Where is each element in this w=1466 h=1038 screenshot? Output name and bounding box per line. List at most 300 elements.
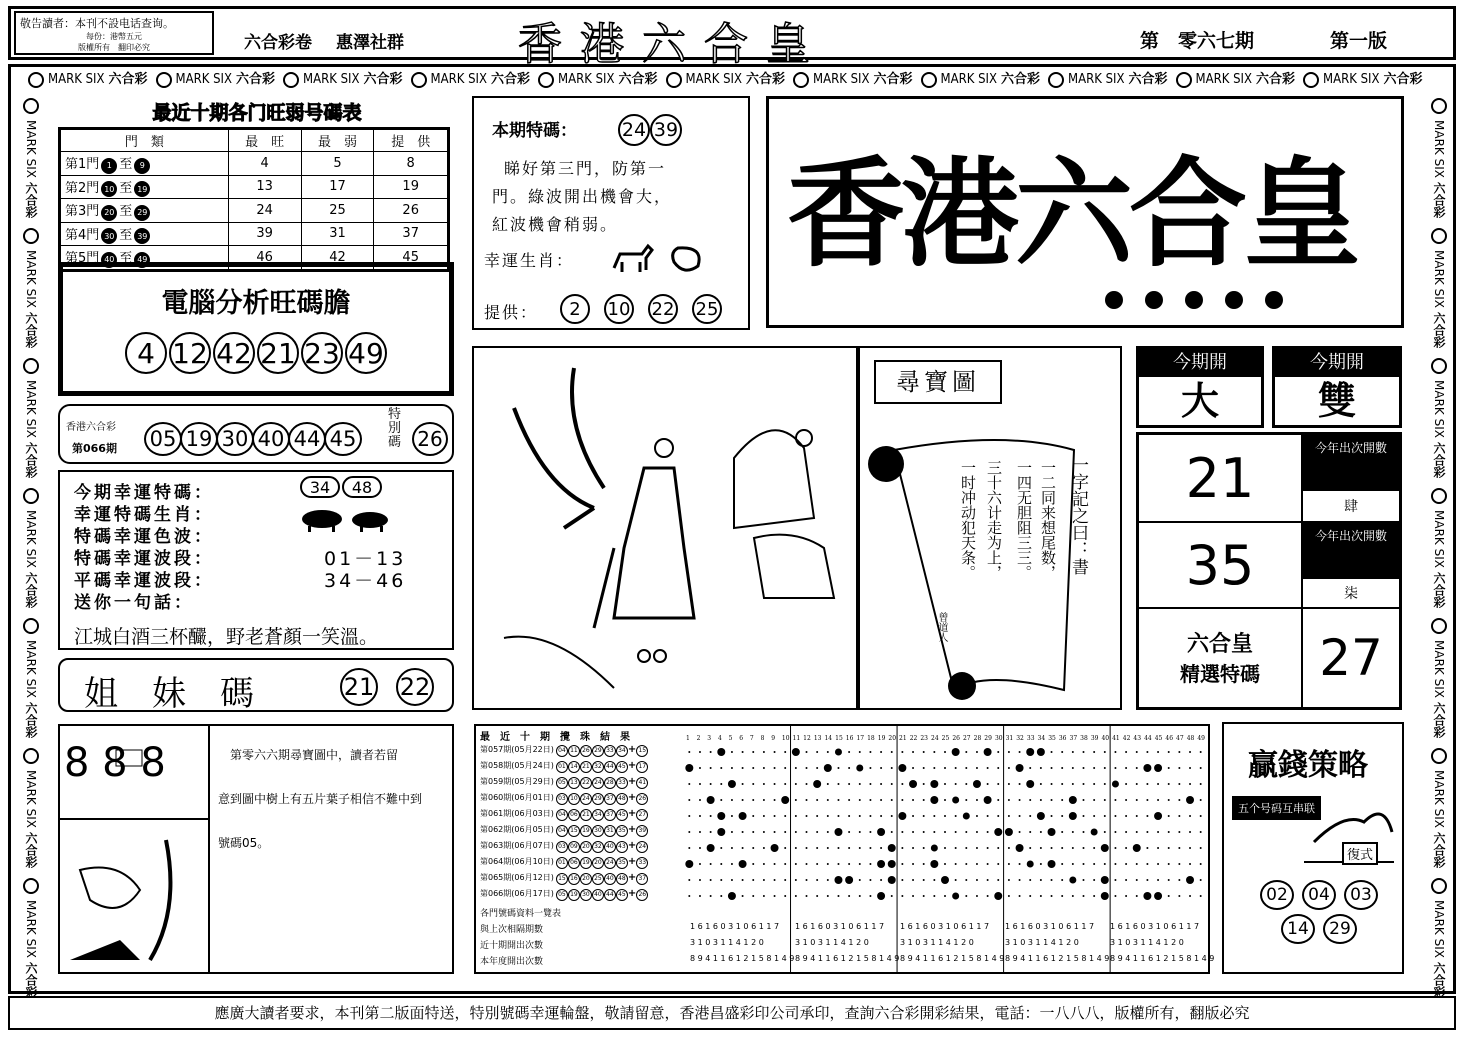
grid-dot <box>1082 815 1084 817</box>
grid-hit-dot <box>685 764 693 772</box>
flower-icon <box>23 618 39 634</box>
flower-icon <box>23 878 39 894</box>
grid-dot <box>720 863 722 865</box>
grid-header-number: 26 <box>952 735 960 742</box>
grid-dot <box>710 767 712 769</box>
strip-logo: 六合彩 <box>24 701 38 738</box>
grid-dot <box>965 879 967 881</box>
hotcold-row <box>60 175 449 199</box>
grid-dot <box>837 847 839 849</box>
grid-dot <box>997 879 999 881</box>
grid-dot <box>1008 815 1010 817</box>
grid-dot <box>1178 783 1180 785</box>
summary-values: 3 1 0 3 1 1 4 1 2 0 <box>690 938 764 947</box>
grid-hit-dot <box>994 828 1002 836</box>
grid-dot <box>1104 751 1106 753</box>
grid-hit-dot <box>877 860 885 868</box>
grid-dot <box>1136 863 1138 865</box>
grid-dot <box>1200 879 1202 881</box>
grid-dot <box>965 783 967 785</box>
grid-hit-dot <box>728 780 736 788</box>
grid-dot <box>720 799 722 801</box>
summary-label: 與上次相隔期數 <box>480 925 544 935</box>
grid-dot <box>1200 895 1202 897</box>
grid-dot <box>987 767 989 769</box>
grid-dot <box>1189 767 1191 769</box>
grid-dot <box>848 863 850 865</box>
grid-dot <box>806 831 808 833</box>
result-number: 05 <box>556 889 568 901</box>
grid-hit-dot <box>1101 876 1109 884</box>
grid-dot <box>795 799 797 801</box>
grid-header-number: 27 <box>962 735 971 742</box>
grid-hit-dot <box>1069 796 1077 804</box>
grid-dot <box>1019 815 1021 817</box>
grid-dot <box>933 815 935 817</box>
grid-dot <box>1125 751 1127 753</box>
range-to-label: 至 <box>119 204 133 219</box>
grid-dot <box>1200 751 1202 753</box>
grid-dot <box>912 751 914 753</box>
grid-hit-dot <box>898 812 906 820</box>
grid-dot <box>784 879 786 881</box>
grid-dot <box>1168 815 1170 817</box>
grid-dot <box>891 783 893 785</box>
grid-dot <box>912 767 914 769</box>
result-number: 45 <box>616 889 628 901</box>
grid-dot <box>848 783 850 785</box>
grid-header-number: 40 <box>1101 735 1110 742</box>
result-number: 04 <box>556 745 568 757</box>
give-label: 提供： <box>484 303 539 322</box>
hotcold-range-cell <box>60 152 229 176</box>
plus-icon: + <box>627 824 637 835</box>
grid-dot <box>763 815 765 817</box>
strip-text: MARK SIX <box>24 379 38 438</box>
grid-dot <box>944 767 946 769</box>
result-special: 41 <box>636 777 648 789</box>
grid-dot <box>933 751 935 753</box>
summary-values: 3 1 0 3 1 1 4 1 2 0 <box>1005 938 1079 947</box>
counts-box <box>1136 432 1402 710</box>
grid-dot <box>752 783 754 785</box>
grid-dot <box>816 863 818 865</box>
grid-dot <box>774 895 776 897</box>
grid-dot <box>763 863 765 865</box>
lucky-row <box>74 478 444 503</box>
grid-hit-dot <box>1016 764 1024 772</box>
riddle-thumb <box>58 724 210 820</box>
col-header: 最 旺 <box>228 129 301 152</box>
grid-header-number: 18 <box>867 735 875 742</box>
grid-dot <box>869 895 871 897</box>
range-to-label: 至 <box>119 157 133 172</box>
give-number: 22 <box>648 294 678 324</box>
result-number: 33 <box>616 777 628 789</box>
grid-dot <box>827 847 829 849</box>
grid-dot <box>1157 879 1159 881</box>
summary-values: 1 6 1 6 0 3 1 0 6 1 1 7 <box>900 922 990 931</box>
hotcold-max: 13 <box>228 175 301 199</box>
strip-text: MARK SIX <box>430 72 487 87</box>
grid-dot <box>816 847 818 849</box>
grid-header-number: 30 <box>994 735 1003 742</box>
this-period-line1: 睇好第三門，防第一 <box>504 159 667 178</box>
grid-header-number: 24 <box>931 735 939 742</box>
grid-dot <box>912 815 914 817</box>
grid-header-number: 3 <box>707 735 712 742</box>
grid-dot <box>720 847 722 849</box>
strip-text: MARK SIX <box>1432 509 1446 568</box>
grid-hit-dot <box>1133 844 1141 852</box>
result-period: 第061期 <box>480 809 512 818</box>
grid-header-number: 46 <box>1165 735 1174 742</box>
grid-dot <box>965 847 967 849</box>
grid-dot <box>912 831 914 833</box>
grid-dot <box>944 799 946 801</box>
grid-dot <box>1200 799 1202 801</box>
summary-values: 8 9 4 1 1 6 1 2 1 5 8 1 4 9 <box>1005 954 1110 963</box>
grid-header-number: 28 <box>973 735 982 742</box>
grid-hit-dot <box>824 764 832 772</box>
grid-hit-dot <box>941 876 949 884</box>
result-number: 45 <box>616 809 628 821</box>
puzzle-image <box>60 726 208 818</box>
grid-hit-dot <box>930 796 938 804</box>
hotcold-header-row <box>60 129 449 152</box>
last-draw-numbers <box>144 422 360 456</box>
grid-dot <box>869 767 871 769</box>
grid-dot <box>1168 879 1170 881</box>
hotcold-give: 37 <box>374 222 449 246</box>
grid-dot <box>1082 831 1084 833</box>
grid-header-number: 43 <box>1133 735 1142 742</box>
summary-values: 1 6 1 6 0 3 1 0 6 1 1 7 <box>1005 922 1095 931</box>
grid-dot <box>1061 783 1063 785</box>
plus-icon: + <box>627 808 637 819</box>
grid-hit-dot <box>1154 892 1162 900</box>
grid-dot <box>827 895 829 897</box>
grid-dot <box>720 879 722 881</box>
results-dot-grid <box>684 726 1206 972</box>
grid-dot <box>987 815 989 817</box>
grid-dot <box>944 895 946 897</box>
grid-dot <box>731 831 733 833</box>
hotcold-give: 19 <box>374 175 449 199</box>
grid-dot <box>1093 895 1095 897</box>
grid-dot <box>1104 767 1106 769</box>
grid-dot <box>848 767 850 769</box>
grid-dot <box>848 847 850 849</box>
grid-hit-dot <box>834 876 842 884</box>
grid-dot <box>1008 879 1010 881</box>
grid-dot <box>923 831 925 833</box>
hotcold-min: 5 <box>301 152 374 176</box>
grid-dot <box>976 831 978 833</box>
grid-dot <box>923 863 925 865</box>
grid-special-star <box>856 765 863 772</box>
grid-dot <box>923 879 925 881</box>
grid-dot <box>742 799 744 801</box>
range-from: 20 <box>101 205 117 221</box>
hotcold-range-cell <box>60 199 229 223</box>
grid-dot <box>742 783 744 785</box>
grid-dot <box>1061 799 1063 801</box>
strip-text: MARK SIX <box>24 899 38 958</box>
grid-dot <box>955 831 957 833</box>
strip-logo: 六合彩 <box>24 441 38 478</box>
computer-title: 電腦分析旺碼膽 <box>161 288 351 319</box>
flower-icon <box>1431 228 1447 244</box>
result-number: 21 <box>580 809 592 821</box>
flower-icon <box>1176 72 1192 88</box>
grid-header-number: 6 <box>739 735 744 742</box>
grid-header-number: 38 <box>1080 735 1088 742</box>
last-draw-box <box>58 404 454 464</box>
grid-dot <box>891 767 893 769</box>
hotcold-table <box>58 127 450 272</box>
door-label: 第3門 <box>65 204 100 219</box>
result-date: (06月17日) <box>511 889 554 898</box>
grid-dot <box>1051 783 1053 785</box>
grid-dot <box>720 767 722 769</box>
grid-dot <box>1178 751 1180 753</box>
grid-dot <box>1146 799 1148 801</box>
result-number: 45 <box>616 761 628 773</box>
door-label: 第4門 <box>65 227 100 243</box>
hotcold-min: 25 <box>301 199 374 223</box>
grid-dot <box>1104 863 1106 865</box>
result-number: 29 <box>592 793 604 805</box>
strip-text: MARK SIX <box>685 72 742 87</box>
grid-hit-dot <box>1143 764 1151 772</box>
grid-dot <box>774 831 776 833</box>
grid-dot <box>859 783 861 785</box>
hotcold-max: 4 <box>228 152 301 176</box>
result-special: 37 <box>636 873 648 885</box>
grid-dot <box>806 879 808 881</box>
grid-dot <box>901 879 903 881</box>
grid-dot <box>806 799 808 801</box>
grid-hit-dot <box>1026 748 1034 756</box>
grid-dot <box>901 751 903 753</box>
strip-text: MARK SIX <box>940 72 997 87</box>
sister-number: 22 <box>396 668 434 706</box>
notice-line1: 敬告讀者：本刊不設电话查询。 <box>20 17 174 30</box>
hotcold-min: 42 <box>301 246 374 271</box>
grid-dot <box>774 799 776 801</box>
treasure-map-box <box>858 346 1122 710</box>
grid-header-number: 47 <box>1176 735 1184 742</box>
flower-icon <box>23 748 39 764</box>
grid-dot <box>688 879 690 881</box>
grid-dot <box>1136 751 1138 753</box>
result-date: (06月07日) <box>511 841 554 850</box>
grid-dot <box>923 783 925 785</box>
grid-dot <box>1019 879 1021 881</box>
grid-dot <box>869 863 871 865</box>
range-to: 29 <box>134 205 150 221</box>
hotcold-section <box>58 98 456 266</box>
computer-number: 12 <box>169 332 211 374</box>
boar-icon <box>298 506 390 536</box>
grid-dot <box>1189 815 1191 817</box>
grid-dot <box>1061 879 1063 881</box>
grid-dot <box>923 751 925 753</box>
grid-dot <box>880 767 882 769</box>
grid-dot <box>1072 767 1074 769</box>
hotcold-max: 46 <box>228 246 301 271</box>
grid-dot <box>891 895 893 897</box>
result-special: 39 <box>636 825 648 837</box>
grid-dot <box>1029 895 1031 897</box>
grid-dot <box>997 847 999 849</box>
result-number: 06 <box>568 857 580 869</box>
grid-hit-dot <box>930 780 938 788</box>
right-brand-strip <box>1424 92 1448 998</box>
result-special: 26 <box>636 793 648 805</box>
lucky-label: 送你一句話： <box>74 593 194 613</box>
grid-hit-dot <box>1154 764 1162 772</box>
result-number: 31 <box>604 825 616 837</box>
flower-icon <box>1431 98 1447 114</box>
result-number: 24 <box>604 857 616 869</box>
result-period: 第060期 <box>480 793 512 802</box>
grid-dot <box>731 799 733 801</box>
computer-number: 23 <box>301 332 343 374</box>
grid-hit-dot <box>739 812 747 820</box>
grid-special-star <box>952 893 959 900</box>
grid-hit-dot <box>984 796 992 804</box>
strip-text: MARK SIX <box>1432 769 1446 828</box>
grid-dot <box>710 863 712 865</box>
grid-dot <box>1114 831 1116 833</box>
strip-logo: 六合彩 <box>1432 181 1446 218</box>
grid-dot <box>976 895 978 897</box>
strip-text: MARK SIX <box>1432 120 1446 178</box>
summary-values: 3 1 0 3 1 1 4 1 2 0 <box>795 938 869 947</box>
grid-dot <box>1114 799 1116 801</box>
grid-dot <box>1146 847 1148 849</box>
strategy-number: 03 <box>1344 880 1378 910</box>
notice-line3: 版權所有 翻印必究 <box>78 43 150 52</box>
grid-hit-dot <box>1186 796 1194 804</box>
strip-logo: 六合彩 <box>1432 571 1446 608</box>
grid-dot <box>1008 863 1010 865</box>
grid-dot <box>1072 831 1074 833</box>
result-number: 20 <box>592 857 604 869</box>
count-tag: 今年出次開數 <box>1303 523 1399 579</box>
flower-icon <box>793 72 809 88</box>
grid-dot <box>987 831 989 833</box>
result-special: 24 <box>636 841 648 853</box>
plus-icon: + <box>627 776 637 787</box>
grid-dot <box>1114 879 1116 881</box>
range-to-label: 至 <box>119 180 133 196</box>
grid-dot <box>1093 783 1095 785</box>
result-number: 03 <box>556 793 568 805</box>
grid-dot <box>699 831 701 833</box>
grid-dot <box>848 799 850 801</box>
grid-dot <box>795 895 797 897</box>
result-number: 25 <box>592 873 604 885</box>
grid-dot <box>699 767 701 769</box>
grid-dot <box>965 863 967 865</box>
grid-hit-dot <box>717 828 725 836</box>
result-number: 29 <box>592 745 604 757</box>
result-number: 04 <box>556 809 568 821</box>
grid-dot <box>891 751 893 753</box>
flower-icon <box>1431 358 1447 374</box>
grid-dot <box>1040 879 1042 881</box>
last-draw-number: 40 <box>252 422 290 456</box>
strip-logo: 六合彩 <box>1383 72 1423 87</box>
result-number: 19 <box>580 857 592 869</box>
grid-dot <box>997 815 999 817</box>
grid-dot <box>1189 783 1191 785</box>
grid-hit-dot <box>888 860 896 868</box>
grid-dot <box>784 847 786 849</box>
result-number: 13 <box>568 777 580 789</box>
strategy-subtitle: 五个号码互串联 <box>1232 796 1321 820</box>
computer-analysis-box <box>58 262 454 396</box>
svg-text:8 8 8: 8 8 8 <box>64 740 166 786</box>
flower-icon <box>666 72 682 88</box>
grid-hit-dot <box>930 860 938 868</box>
grid-header-number: 16 <box>845 735 854 742</box>
grid-dot <box>1008 751 1010 753</box>
grid-dot <box>752 815 754 817</box>
result-number: 44 <box>604 889 616 901</box>
grid-dot <box>837 783 839 785</box>
col-header: 最 弱 <box>301 129 374 152</box>
plus-icon: + <box>627 856 637 867</box>
grid-hit-dot <box>973 780 981 788</box>
range-to: 39 <box>134 228 150 244</box>
lucky-special-number: 48 <box>342 476 382 498</box>
strip-text: MARK SIX <box>1432 249 1446 308</box>
grid-dot <box>1072 863 1074 865</box>
grid-dot <box>1061 895 1063 897</box>
grid-dot <box>1104 815 1106 817</box>
grid-header-number: 8 <box>760 735 765 742</box>
result-number: 14 <box>568 761 580 773</box>
grid-dot <box>869 783 871 785</box>
grid-dot <box>742 767 744 769</box>
lucky-row <box>74 566 444 592</box>
grid-dot <box>1200 863 1202 865</box>
grid-dot <box>1168 831 1170 833</box>
grid-dot <box>1029 831 1031 833</box>
sisters-title: 姐 妹 碼 <box>84 674 254 714</box>
pick-label2: 精選特碼 <box>1180 662 1260 686</box>
grid-hit-dot <box>1101 892 1109 900</box>
grid-dot <box>1093 799 1095 801</box>
result-number: 26 <box>580 745 592 757</box>
result-number: 05 <box>556 777 568 789</box>
result-number: 32 <box>592 761 604 773</box>
grid-dot <box>1200 847 1202 849</box>
grid-dot <box>1051 815 1053 817</box>
grid-dot <box>688 847 690 849</box>
hotcold-row <box>60 152 449 176</box>
strip-text: MARK SIX <box>1432 639 1446 698</box>
grid-header-number: 15 <box>835 735 843 742</box>
grid-dot <box>859 895 861 897</box>
grid-dot <box>1189 895 1191 897</box>
riddle-note-line2: 意到圖中樹上有五片葉子相信不難中到 <box>218 792 423 806</box>
result-number: 20 <box>580 841 592 853</box>
